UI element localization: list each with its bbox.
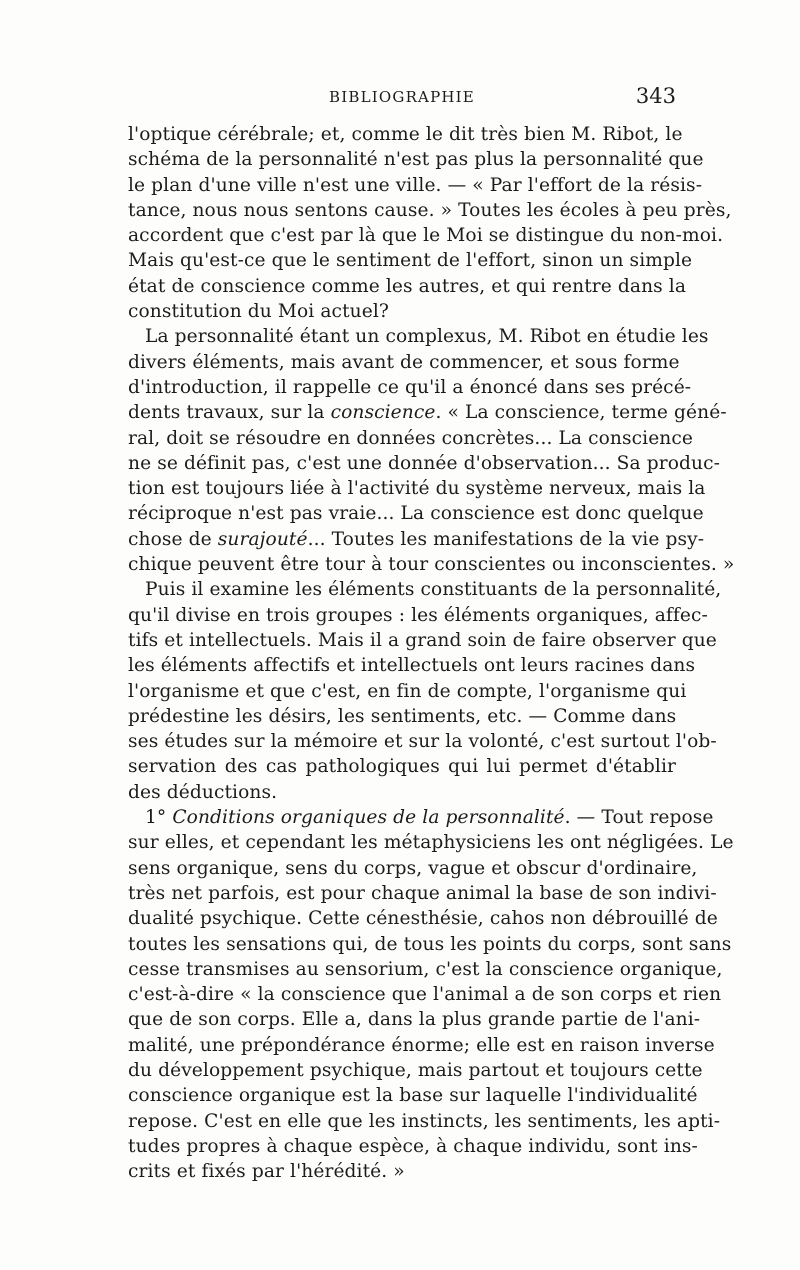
text-line: repose. C'est en elle que les instincts, les sentiments, les apti- <box>128 1110 721 1132</box>
text-line: Mais qu'est-ce que le sentiment de l'effort, sinon un simple <box>128 250 693 272</box>
text-line <box>128 400 727 425</box>
section-title: Conditions organiques de la personnalité <box>172 807 565 829</box>
text-line: des déductions. <box>128 781 278 803</box>
page-number: 343 <box>635 84 676 108</box>
text-line: divers éléments, mais avant de commencer, et sous forme <box>128 351 680 373</box>
text-line: ral, doit se résoudre en données concrètes... La conscience <box>128 427 694 449</box>
text-line: servation des cas pathologiques qui lui permet d'établir <box>128 756 676 778</box>
text-line: cesse transmises au sensorium, c'est la conscience organique, <box>128 958 723 980</box>
line-segment: . — Tout repose <box>564 807 714 829</box>
text-line: dualité psychique. Cette cénesthésie, cahos non débrouillé de <box>128 908 718 930</box>
line-segment: 1° <box>145 807 173 829</box>
text-line: chique peuvent être tour à tour conscientes ou inconscientes. » <box>128 554 735 576</box>
running-head <box>128 84 676 116</box>
text-line: toutes les sensations qui, de tous les points du corps, sont sans <box>128 933 732 955</box>
text-line: très net parfois, est pour chaque animal la base de son indivi- <box>128 882 717 904</box>
paragraph-start-line: La personnalité étant un complexus, M. Ribot en étudie les <box>145 326 709 348</box>
text-line: ses études sur la mémoire et sur la volonté, c'est surtout l'ob- <box>128 731 717 753</box>
text-line: tion est toujours liée à l'activité du système nerveux, mais la <box>128 478 706 500</box>
text-line: constitution du Moi actuel? <box>128 301 389 323</box>
line-segment: chose de <box>128 528 218 550</box>
text-line: tudes propres à chaque espèce, à chaque individu, sont ins- <box>128 1135 698 1157</box>
line-segment: ... Toutes les manifestations de la vie psy- <box>307 528 705 550</box>
text-line: sur elles, et cependant les métaphysiciens les ont négligées. Le <box>128 832 734 854</box>
text-line: l'organisme et que c'est, en fin de compte, l'organisme qui <box>128 680 687 702</box>
italic-term: surajouté <box>217 528 308 550</box>
text-line: schéma de la personnalité n'est pas plus la personnalité que <box>128 149 704 171</box>
text-line: tifs et intellectuels. Mais il a grand soin de faire observer que <box>128 629 717 651</box>
text-line <box>128 527 705 552</box>
section-heading-line <box>128 805 714 830</box>
text-line: conscience organique est la base sur laquelle l'individualité <box>128 1085 698 1107</box>
text-line: du développement psychique, mais partout et toujours cette <box>128 1059 703 1081</box>
text-line: malité, une prépondérance énorme; elle est en raison inverse <box>128 1034 715 1056</box>
text-line: ne se définit pas, c'est une donnée d'observation... Sa produc- <box>128 452 720 474</box>
text-line: le plan d'une ville n'est une ville. — « Par l'effort de la résis- <box>128 174 703 196</box>
line-segment: . « La conscience, terme géné- <box>435 402 727 424</box>
body-text <box>128 122 735 1184</box>
paragraph-start-line: Puis il examine les éléments constituants de la personnalité, <box>145 579 722 601</box>
text-line: prédestine les désirs, les sentiments, etc. — Comme dans <box>128 705 677 727</box>
text-line: état de conscience comme les autres, et qui rentre dans la <box>128 275 687 297</box>
text-line: accordent que c'est par là que le Moi se distingue du non-moi. <box>128 225 724 247</box>
text-line: les éléments affectifs et intellectuels ont leurs racines dans <box>128 655 696 677</box>
text-line: crits et fixés par l'hérédité. » <box>128 1161 405 1183</box>
text-line: qu'il divise en trois groupes : les éléments organiques, affec- <box>128 604 708 626</box>
text-line: réciproque n'est pas vraie... La conscience est donc quelque <box>128 503 704 525</box>
text-line: sens organique, sens du corps, vague et obscur d'ordinaire, <box>128 857 698 879</box>
text-line: c'est-à-dire « la conscience que l'animal a de son corps et rien <box>128 984 722 1006</box>
text-line: que de son corps. Elle a, dans la plus grande partie de l'ani- <box>128 1009 701 1031</box>
italic-term: conscience <box>330 402 436 424</box>
line-segment: dents travaux, sur la <box>128 402 331 424</box>
running-title: BIBLIOGRAPHIE <box>329 88 475 106</box>
text-line: d'introduction, il rappelle ce qu'il a énoncé dans ses précé- <box>128 376 692 398</box>
text-line: tance, nous nous sentons cause. » Toutes les écoles à peu près, <box>128 199 732 221</box>
text-line: l'optique cérébrale; et, comme le dit très bien M. Ribot, le <box>128 124 683 145</box>
